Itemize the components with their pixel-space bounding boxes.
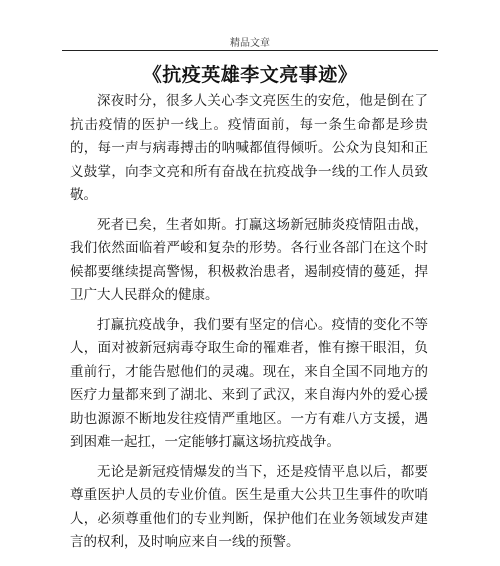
paragraph-1: 深夜时分，很多人关心李文亮医生的安危，他是倒在了抗击疫情的医护一线上。疫情面前，每一条生命都是珍贵的，每一声与病毒搏击的呐喊都值得倾听。公众为良知和正义鼓掌，向李文亮和所有奋战在抗疫战争一线的工作人员致敬。 bbox=[70, 93, 428, 203]
paragraph-2: 死者已矣，生者如斯。打赢这场新冠肺炎疫情阻击战，我们依然面临着严峻和复杂的形势。各行业各部门在这个时候都要继续提高警惕，积极救治患者，遏制疫情的蔓延，捍卫广大人民群众的健康。 bbox=[70, 216, 428, 303]
document-title: 《抗疫英雄李文亮事迹》 bbox=[142, 64, 358, 86]
faint-footer-text bbox=[70, 552, 428, 566]
header-label: 精品文章 bbox=[230, 38, 270, 49]
paragraph-3: 打赢抗疫战争，我们要有坚定的信心。疫情的变化不等人，面对被新冠病毒夺取生命的罹难者，惟有擦干眼泪，负重前行，才能告慰他们的灵魂。现在，来自全国不同地方的医疗力量都来到了湖北、来到了武汉，来自海内外的爱心援助也源源不断地发往疫情严重地区。一方有难八方支援，遇到困难一起扛，一定能够打赢这场抗疫战争。 bbox=[70, 316, 428, 450]
document-body bbox=[70, 90, 428, 561]
header-divider bbox=[62, 50, 438, 51]
paragraph-4: 无论是新冠疫情爆发的当下，还是疫情平息以后，都要尊重医护人员的专业价值。医生是重大公共卫生事件的吹哨人，必须尊重他们的专业判断，保护他们在业务领域发声建言的权利，及时响应来自一线的预警。 bbox=[70, 463, 428, 550]
